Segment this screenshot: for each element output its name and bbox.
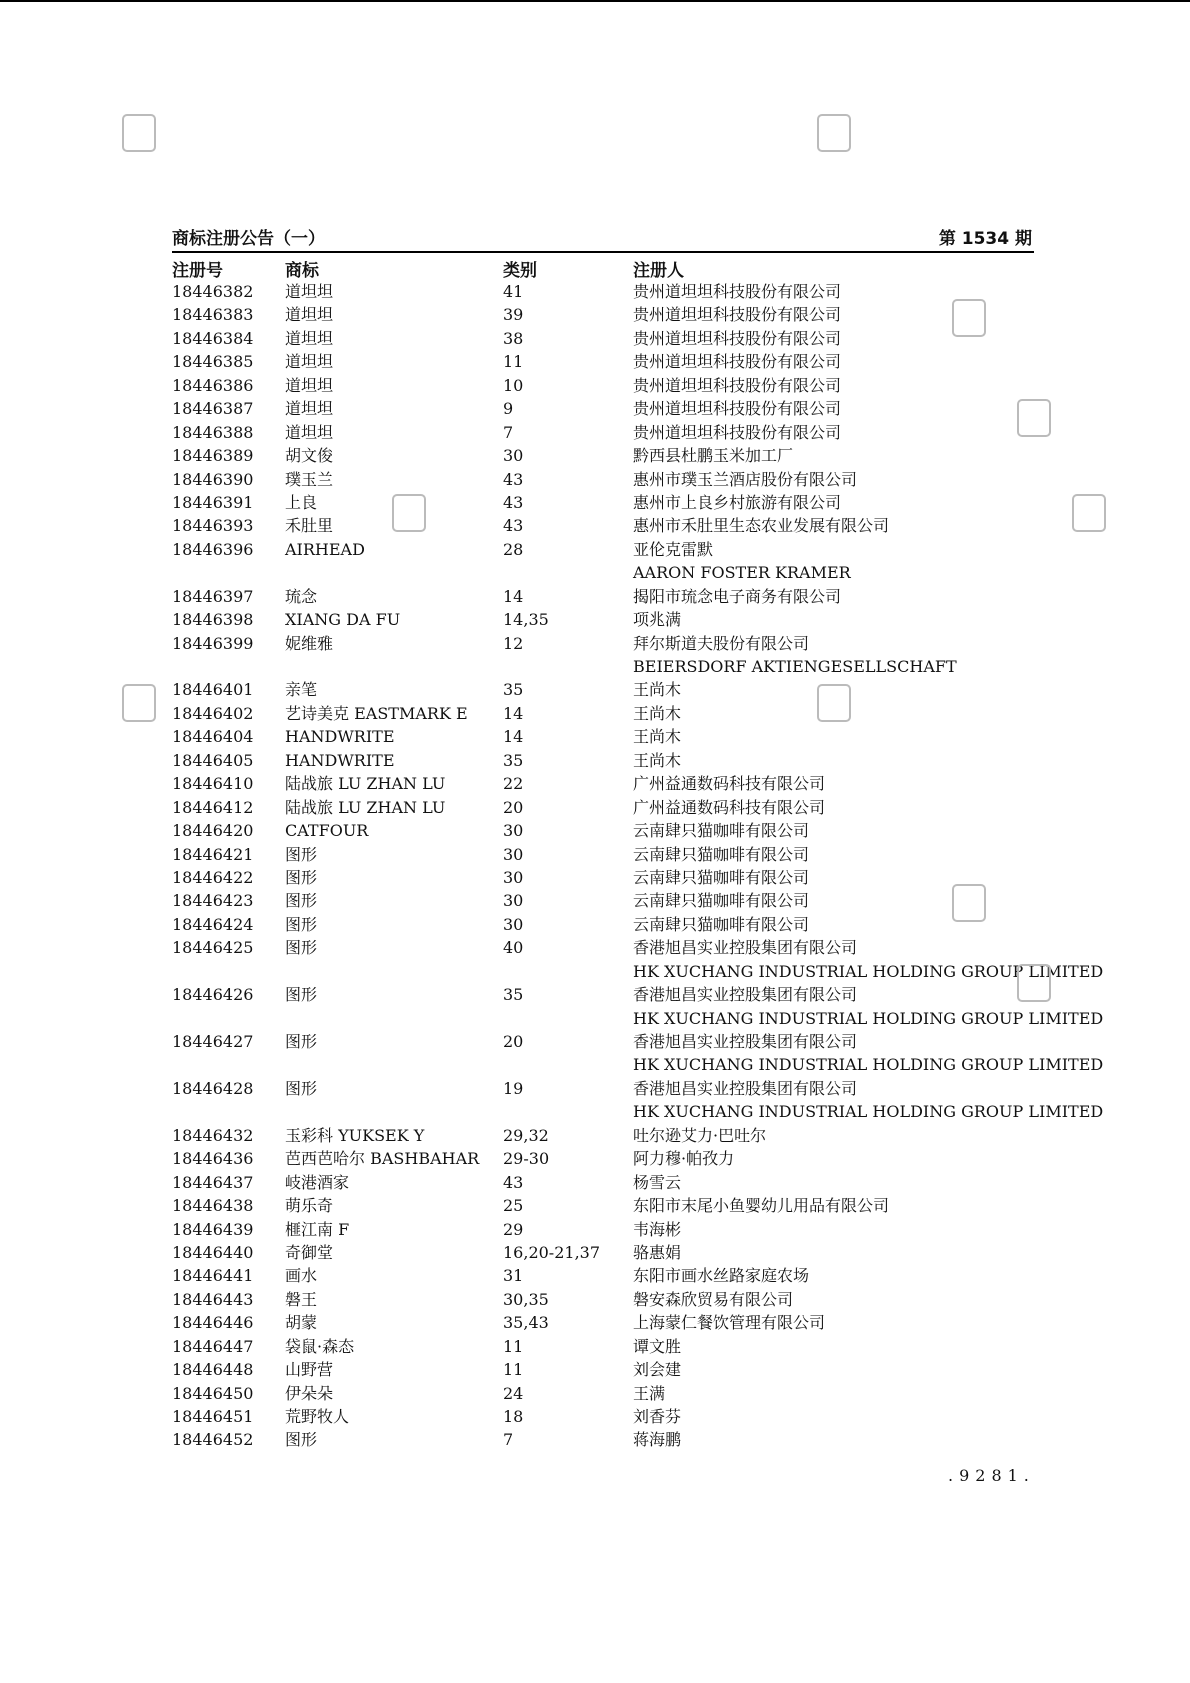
table-row [0, 1124, 1190, 1147]
reg-number: 18446446 [172, 1313, 254, 1333]
registrant: 磐安森欣贸易有限公司 [633, 1289, 794, 1309]
reg-number: 18446412 [172, 797, 254, 817]
table-row [0, 772, 1190, 795]
registrant: 拜尔斯道夫股份有限公司 [633, 633, 810, 653]
class-code: 43 [503, 469, 524, 489]
table-row [0, 327, 1190, 350]
class-code: 30,35 [503, 1289, 549, 1309]
reg-number: 18446402 [172, 703, 254, 723]
registrant: 惠州市璞玉兰酒店股份有限公司 [633, 469, 858, 489]
table-row [0, 397, 1190, 420]
mark-name: 艺诗美克 EASTMARK E [285, 703, 468, 723]
mark-name: 荒野牧人 [285, 1407, 350, 1426]
registrant: 王尚木 [633, 680, 682, 700]
table-row [0, 1311, 1190, 1334]
registrant: 揭阳市琉念电子商务有限公司 [633, 586, 842, 606]
reg-number: 18446427 [172, 1032, 254, 1051]
table-row [0, 561, 1190, 584]
class-code: 43 [503, 1172, 524, 1192]
registrant: 东阳市画水丝路家庭农场 [633, 1266, 810, 1286]
registrant: 贵州道坦坦科技股份有限公司 [633, 352, 842, 372]
table-row [0, 913, 1190, 936]
table-row [0, 538, 1190, 561]
class-code: 7 [503, 1430, 514, 1450]
mark-name: 陆战旅 LU ZHAN LU [285, 774, 446, 794]
column-header-number: 注册号 [172, 261, 223, 281]
table-row [0, 444, 1190, 467]
table-row [0, 702, 1190, 725]
table-row [0, 1405, 1190, 1428]
class-code: 14 [503, 703, 524, 723]
registrant: 蒋海鹏 [633, 1430, 682, 1450]
table-row [0, 1030, 1190, 1053]
registrant: 刘香芬 [633, 1407, 682, 1426]
table-row [0, 1241, 1190, 1264]
table-row [0, 585, 1190, 608]
top-border-line [0, 0, 1190, 2]
table-row [0, 350, 1190, 373]
table-row [0, 1100, 1190, 1123]
mark-name: 道坦坦 [285, 422, 334, 442]
table-row [0, 1382, 1190, 1405]
mark-name: 萌乐奇 [285, 1196, 334, 1216]
reg-number: 18446421 [172, 844, 254, 864]
reg-number: 18446383 [172, 305, 254, 325]
registrant: BEIERSDORF AKTIENGESELLSCHAFT [633, 657, 957, 676]
registrant: 王尚木 [633, 750, 682, 770]
registrant: 贵州道坦坦科技股份有限公司 [633, 282, 842, 301]
class-code: 39 [503, 305, 524, 325]
class-code: 30 [503, 914, 524, 934]
class-code: 40 [503, 938, 524, 958]
mark-name: 妮维雅 [285, 633, 334, 653]
reg-number: 18446424 [172, 914, 254, 934]
table-row [0, 1335, 1190, 1358]
registrant: 广州益通数码科技有限公司 [633, 774, 826, 794]
reg-number: 18446451 [172, 1407, 254, 1426]
class-code: 30 [503, 844, 524, 864]
table-row [0, 1007, 1190, 1030]
shang-watermark-icon [950, 880, 988, 926]
reg-number: 18446428 [172, 1078, 254, 1098]
mark-name: 胡蒙 [285, 1313, 318, 1333]
reg-number: 18446450 [172, 1383, 254, 1403]
registrant: HK XUCHANG INDUSTRIAL HOLDING GROUP LIMITED [633, 1055, 1104, 1075]
class-code: 35,43 [503, 1313, 549, 1333]
reg-number: 18446410 [172, 774, 254, 794]
mark-name: HANDWRITE [285, 727, 395, 747]
column-header-class: 类别 [503, 261, 537, 281]
class-code: 11 [503, 352, 524, 372]
registrant: 香港旭昌实业控股集团有限公司 [633, 1032, 858, 1051]
class-code: 25 [503, 1196, 524, 1216]
class-code: 14 [503, 727, 524, 747]
mark-name: 图形 [285, 891, 318, 911]
page-number: .9281. [948, 1466, 1035, 1485]
registration-table [0, 280, 1190, 1452]
table-row [0, 936, 1190, 959]
table-row [0, 655, 1190, 678]
table-row [0, 1264, 1190, 1287]
mark-name: AIRHEAD [285, 539, 365, 559]
mark-name: XIANG DA FU [285, 610, 401, 630]
registrant: 云南肆只猫咖啡有限公司 [633, 914, 810, 934]
class-code: 30 [503, 891, 524, 911]
table-row [0, 819, 1190, 842]
class-code: 29 [503, 1219, 524, 1239]
class-code: 18 [503, 1407, 524, 1426]
class-code: 31 [503, 1266, 524, 1286]
registrant: 云南肆只猫咖啡有限公司 [633, 821, 810, 841]
reg-number: 18446443 [172, 1289, 254, 1309]
registrant: 王尚木 [633, 703, 682, 723]
registrant: 广州益通数码科技有限公司 [633, 797, 826, 817]
table-row [0, 632, 1190, 655]
registrant: HK XUCHANG INDUSTRIAL HOLDING GROUP LIMITED [633, 1008, 1104, 1028]
mark-name: 道坦坦 [285, 305, 334, 325]
class-code: 30 [503, 821, 524, 841]
table-row [0, 725, 1190, 748]
table-row [0, 421, 1190, 444]
reg-number: 18446422 [172, 867, 254, 887]
registrant: 香港旭昌实业控股集团有限公司 [633, 938, 858, 958]
class-code: 35 [503, 985, 524, 1005]
mark-name: HANDWRITE [285, 750, 395, 770]
column-header-owner: 注册人 [633, 261, 684, 281]
class-code: 14 [503, 586, 524, 606]
reg-number: 18446452 [172, 1430, 254, 1450]
class-code: 29-30 [503, 1149, 550, 1169]
reg-number: 18446432 [172, 1125, 254, 1145]
registrant: 刘会建 [633, 1360, 682, 1380]
mark-name: 图形 [285, 1078, 318, 1098]
table-row [0, 678, 1190, 701]
table-row [0, 303, 1190, 326]
class-code: 11 [503, 1360, 524, 1380]
mark-name: 芭西芭哈尔 BASHBAHAR [285, 1149, 480, 1169]
table-row [0, 866, 1190, 889]
reg-number: 18446439 [172, 1219, 254, 1239]
class-code: 41 [503, 282, 524, 301]
reg-number: 18446388 [172, 422, 254, 442]
registrant: 上海蒙仁餐饮管理有限公司 [633, 1313, 826, 1333]
table-row [0, 960, 1190, 983]
class-code: 7 [503, 422, 514, 442]
registrant: 香港旭昌实业控股集团有限公司 [633, 985, 858, 1005]
class-code: 22 [503, 774, 524, 794]
registrant: HK XUCHANG INDUSTRIAL HOLDING GROUP LIMITED [633, 961, 1104, 981]
table-row [0, 1053, 1190, 1076]
reg-number: 18446387 [172, 399, 254, 419]
reg-number: 18446448 [172, 1360, 254, 1380]
reg-number: 18446447 [172, 1336, 254, 1356]
table-row [0, 514, 1190, 537]
table-row [0, 374, 1190, 397]
reg-number: 18446438 [172, 1196, 254, 1216]
registrant: 吐尔逊艾力·巴吐尔 [633, 1125, 767, 1145]
issue-number: 第 1534 期 [938, 229, 1032, 249]
table-row [0, 1194, 1190, 1217]
class-code: 28 [503, 539, 524, 559]
reg-number: 18446405 [172, 750, 254, 770]
reg-number: 18446440 [172, 1242, 254, 1262]
reg-number: 18446437 [172, 1172, 254, 1192]
registrant: 贵州道坦坦科技股份有限公司 [633, 399, 842, 419]
reg-number: 18446398 [172, 610, 254, 630]
biao-watermark-icon [1015, 395, 1053, 441]
mark-name: 璞玉兰 [285, 469, 334, 489]
class-code: 35 [503, 750, 524, 770]
column-header-mark: 商标 [285, 261, 319, 281]
registrant: AARON FOSTER KRAMER [633, 563, 851, 583]
table-row [0, 983, 1190, 1006]
table-row [0, 889, 1190, 912]
class-code: 10 [503, 375, 524, 395]
mark-name: 图形 [285, 914, 318, 934]
registrant: 惠州市上良乡村旅游有限公司 [633, 492, 842, 512]
reg-number: 18446397 [172, 586, 254, 606]
mark-name: 袋鼠·森态 [285, 1336, 355, 1356]
registrant: 阿力穆·帕孜力 [633, 1149, 735, 1169]
mark-name: 上良 [285, 492, 318, 512]
mark-name: 山野营 [285, 1360, 334, 1380]
table-row [0, 1077, 1190, 1100]
reg-number: 18446385 [172, 352, 254, 372]
reg-number: 18446389 [172, 446, 254, 466]
mark-name: 亲笔 [285, 680, 318, 700]
reg-number: 18446386 [172, 375, 254, 395]
mark-name: 道坦坦 [285, 352, 334, 372]
reg-number: 18446441 [172, 1266, 254, 1286]
registrant: 惠州市禾肚里生态农业发展有限公司 [633, 516, 890, 536]
class-code: 35 [503, 680, 524, 700]
mark-name: 陆战旅 LU ZHAN LU [285, 797, 446, 817]
wang-watermark-icon [390, 490, 428, 536]
mark-name: 图形 [285, 1032, 318, 1051]
reg-number: 18446390 [172, 469, 254, 489]
reg-number: 18446436 [172, 1149, 254, 1169]
mark-name: 道坦坦 [285, 282, 334, 301]
mark-name: 图形 [285, 985, 318, 1005]
class-code: 43 [503, 516, 524, 536]
reg-number: 18446393 [172, 516, 254, 536]
registrant: 香港旭昌实业控股集团有限公司 [633, 1078, 858, 1098]
mark-name: 岐港酒家 [285, 1172, 350, 1192]
table-row [0, 280, 1190, 303]
table-row [0, 1171, 1190, 1194]
reg-number: 18446404 [172, 727, 254, 747]
registrant: 贵州道坦坦科技股份有限公司 [633, 328, 842, 348]
class-code: 20 [503, 797, 524, 817]
reg-number: 18446425 [172, 938, 254, 958]
registrant: 贵州道坦坦科技股份有限公司 [633, 305, 842, 325]
guo-watermark-icon [815, 680, 853, 726]
registrant: 谭文胜 [633, 1336, 682, 1356]
table-row [0, 1218, 1190, 1241]
mark-name: 伊朵朵 [285, 1383, 334, 1403]
registrant: 亚伦克雷默 [633, 539, 714, 559]
wang-watermark-icon [1070, 490, 1108, 536]
class-code: 30 [503, 446, 524, 466]
mark-name: CATFOUR [285, 821, 369, 841]
table-row [0, 843, 1190, 866]
class-code: 24 [503, 1383, 524, 1403]
class-code: 14,35 [503, 610, 549, 630]
table-row [0, 468, 1190, 491]
mark-name: 榧江南 F [285, 1219, 350, 1239]
registrant: 云南肆只猫咖啡有限公司 [633, 891, 810, 911]
class-code: 43 [503, 492, 524, 512]
registrant: 贵州道坦坦科技股份有限公司 [633, 422, 842, 442]
reg-number: 18446384 [172, 328, 254, 348]
mark-name: 禾肚里 [285, 516, 334, 536]
table-row [0, 796, 1190, 819]
table-row [0, 1147, 1190, 1170]
guo-watermark-icon [120, 680, 158, 726]
reg-number: 18446399 [172, 633, 254, 653]
mark-name: 道坦坦 [285, 375, 334, 395]
registrant: 贵州道坦坦科技股份有限公司 [633, 375, 842, 395]
registrant: 骆惠娟 [633, 1242, 682, 1262]
page-header [172, 224, 1032, 250]
reg-number: 18446391 [172, 492, 254, 512]
table-row [0, 491, 1190, 514]
mark-name: 玉彩科 YUKSEK Y [285, 1125, 425, 1145]
class-code: 19 [503, 1078, 524, 1098]
class-code: 16,20-21,37 [503, 1242, 601, 1262]
registrant: 韦海彬 [633, 1219, 682, 1239]
reg-number: 18446401 [172, 680, 254, 700]
mark-name: 道坦坦 [285, 328, 334, 348]
mark-name: 图形 [285, 938, 318, 958]
registrant: 黔西县杜鹏玉米加工厂 [633, 446, 794, 466]
mark-name: 胡文俊 [285, 446, 334, 466]
table-row [0, 1358, 1190, 1381]
zhong-watermark-icon [815, 110, 853, 156]
page-title: 商标注册公告（一） [172, 229, 325, 249]
reg-number: 18446396 [172, 539, 254, 559]
class-code: 9 [503, 399, 514, 419]
registrant: 东阳市末尾小鱼婴幼儿用品有限公司 [633, 1196, 890, 1216]
reg-number: 18446382 [172, 282, 254, 301]
registrant: 云南肆只猫咖啡有限公司 [633, 867, 810, 887]
reg-number: 18446426 [172, 985, 254, 1005]
class-code: 20 [503, 1032, 524, 1051]
registrant: 王尚木 [633, 727, 682, 747]
header-rule [172, 251, 1034, 253]
registrant: 杨雪云 [633, 1172, 682, 1192]
mark-name: 图形 [285, 844, 318, 864]
mark-name: 琉念 [285, 586, 318, 606]
mark-name: 磐王 [285, 1289, 318, 1309]
registrant: 项兆满 [633, 610, 682, 630]
table-row [0, 1288, 1190, 1311]
registrant: 王满 [633, 1383, 666, 1403]
mark-name: 图形 [285, 1430, 318, 1450]
mark-name: 图形 [285, 867, 318, 887]
table-row [0, 608, 1190, 631]
registrant: HK XUCHANG INDUSTRIAL HOLDING GROUP LIMITED [633, 1102, 1104, 1122]
table-row [0, 1428, 1190, 1451]
class-code: 30 [503, 867, 524, 887]
table-row [0, 749, 1190, 772]
mark-name: 奇御堂 [285, 1242, 334, 1262]
biao-watermark-icon [1015, 960, 1053, 1006]
registrant: 云南肆只猫咖啡有限公司 [633, 844, 810, 864]
class-code: 29,32 [503, 1125, 549, 1145]
class-code: 12 [503, 633, 524, 653]
mark-name: 道坦坦 [285, 399, 334, 419]
zhong-watermark-icon [120, 110, 158, 156]
shang-watermark-icon [950, 295, 988, 341]
reg-number: 18446420 [172, 821, 254, 841]
class-code: 38 [503, 328, 524, 348]
class-code: 11 [503, 1336, 524, 1356]
reg-number: 18446423 [172, 891, 254, 911]
mark-name: 画水 [285, 1266, 318, 1286]
